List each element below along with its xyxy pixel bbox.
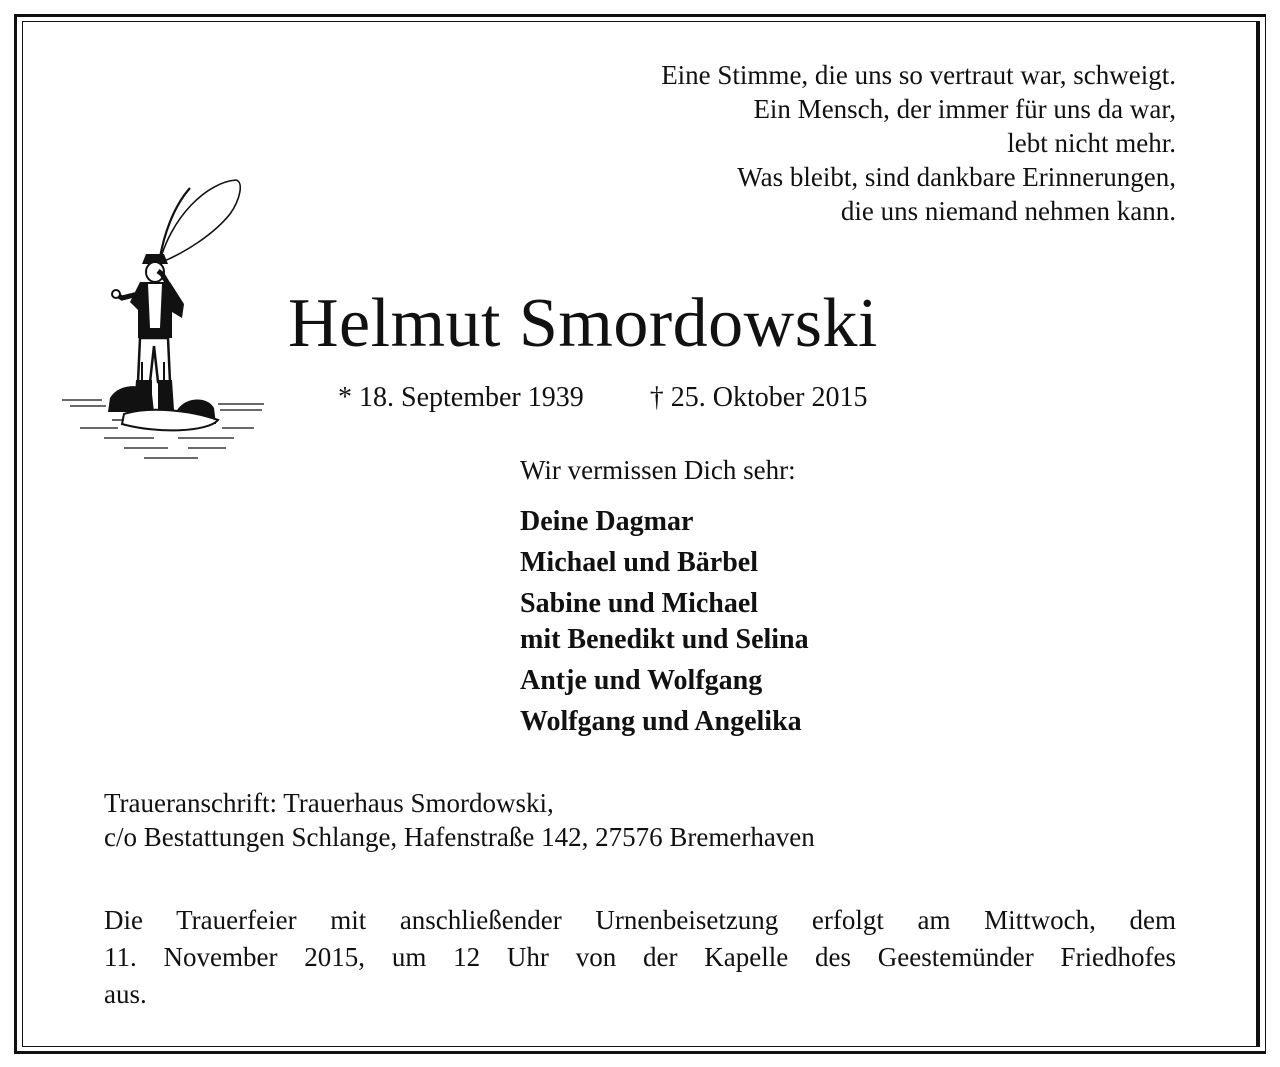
poem-line: lebt nicht mehr. <box>1007 128 1176 158</box>
poem-line: Ein Mensch, der immer für uns da war, <box>753 94 1176 124</box>
ceremony-line: aus. <box>104 979 147 1009</box>
deceased-name: Helmut Smordowski <box>288 285 878 362</box>
mourner-entry: Sabine und Michael <box>520 588 759 619</box>
mourner-entry: Michael und Bärbel <box>520 547 759 578</box>
ceremony-line: Die Trauerfeier mit anschließender Urnenbeisetzung erfolgt am Mittwoch, dem <box>104 905 1176 935</box>
mourner-entry: Antje und Wolfgang <box>520 665 763 696</box>
ceremony-notice <box>104 902 1176 1013</box>
memorial-poem <box>476 58 1176 228</box>
poem-line: Eine Stimme, die uns so vertraut war, schweigt. <box>661 60 1176 90</box>
death-date: † 25. Oktober 2015 <box>649 382 868 413</box>
mourner-entry: Wolfgang und Angelika <box>520 706 802 737</box>
address-line: c/o Bestattungen Schlange, Hafenstraße 142, 27576 Bremerhaven <box>104 822 815 852</box>
address-line: Traueranschrift: Trauerhaus Smordowski, <box>104 788 554 818</box>
poem-line: Was bleibt, sind dankbare Erinnerungen, <box>737 162 1176 192</box>
mourners-list <box>520 504 809 740</box>
mourner-entry: mit Benedikt und Selina <box>520 624 809 655</box>
ceremony-line: 11. November 2015, um 12 Uhr von der Kapelle des Geestemünder Friedhofes <box>104 942 1176 972</box>
poem-line: die uns niemand nehmen kann. <box>840 196 1176 226</box>
mourning-address <box>104 786 815 854</box>
life-dates <box>338 380 868 416</box>
missing-text: Wir vermissen Dich sehr: <box>520 455 796 485</box>
fly-fisherman-icon <box>58 176 268 466</box>
mourner-entry: Deine Dagmar <box>520 506 694 537</box>
birth-date: * 18. September 1939 <box>338 382 584 413</box>
